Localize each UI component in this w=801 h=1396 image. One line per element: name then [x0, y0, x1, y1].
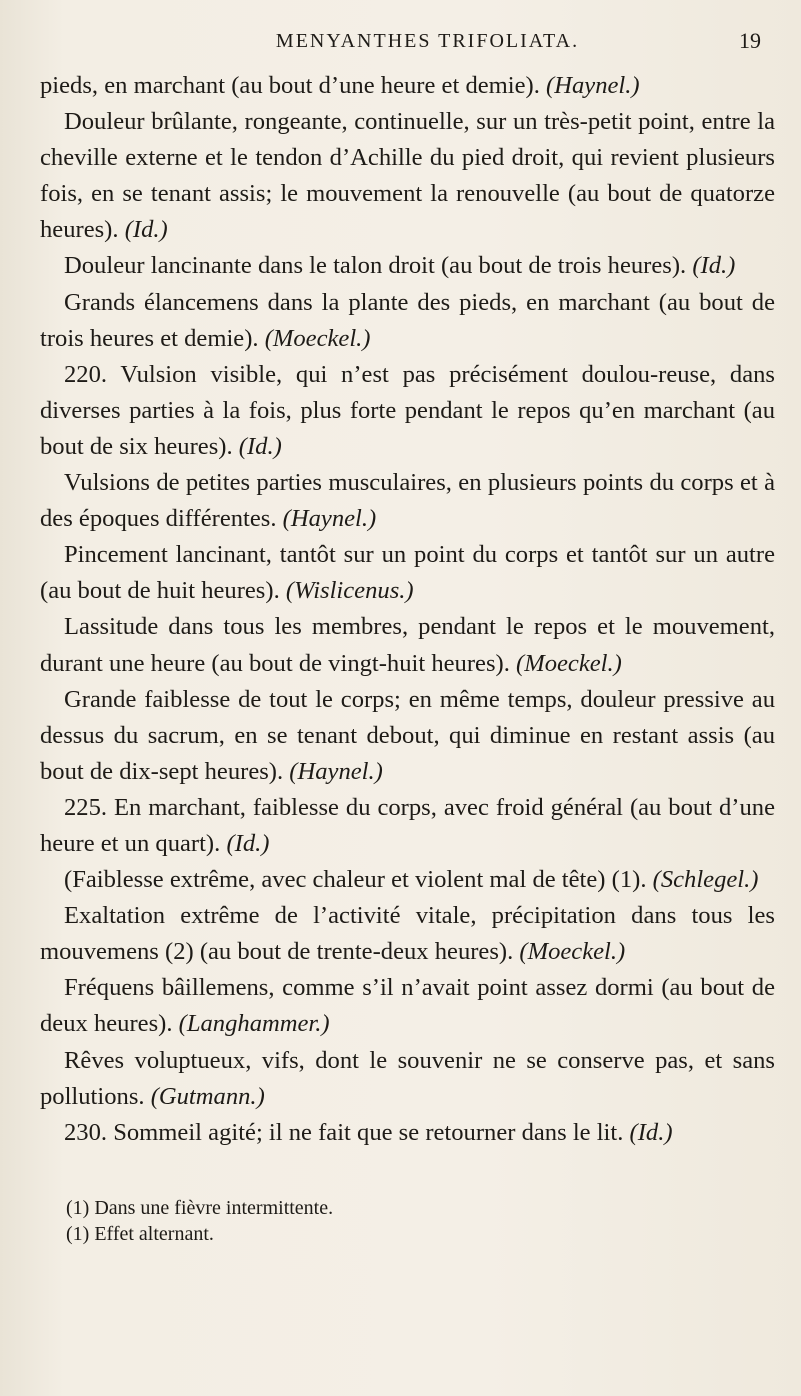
author-reference: (Id.)	[692, 252, 736, 280]
paragraph: Pincement lancinant, tantôt sur un point du corps et tantôt sur un autre (au bout de huit heures). (Wislicenus.)	[40, 541, 775, 605]
paragraph: Exaltation extrême de l’activité vitale, précipitation dans tous les mouvemens (2) (au bout de trente-deux heures). (Moeckel.)	[40, 902, 775, 966]
paragraph: Lassitude dans tous les membres, pendant le repos et le mouvement, durant une heure (au bout de vingt-huit heures). (Moeckel.)	[40, 613, 775, 677]
paragraph: Fréquens bâillemens, comme s’il n’avait point assez dormi (au bout de deux heures). (Langhammer.)	[40, 974, 775, 1038]
paragraph: Douleur brûlante, rongeante, continuelle, sur un très-petit point, entre la cheville externe et le tendon d’Achille du pied droit, qui revient plusieurs fois, en se tenant assis; le mouvement la renouvelle (au bout de quatorze heures). (Id.)	[40, 108, 775, 244]
author-reference: (Schlegel.)	[652, 866, 759, 894]
paragraph: Rêves voluptueux, vifs, dont le souvenir ne se conserve pas, et sans pollutions. (Gutmann.)	[40, 1046, 775, 1110]
paragraph: 230. Sommeil agité; il ne fait que se retourner dans le lit. (Id.)	[64, 1118, 673, 1146]
footnote: (1) Effet alternant.	[66, 1222, 214, 1245]
paragraph: 220. Vulsion visible, qui n’est pas précisément doulou-reuse, dans diverses parties à la fois, plus forte pendant le repos qu’en marchant (au bout de six heures). (Id.)	[40, 360, 775, 460]
author-reference: (Moeckel.)	[264, 324, 371, 352]
running-head	[40, 30, 775, 68]
author-reference: (Id.)	[629, 1118, 673, 1146]
author-reference: (Haynel.)	[546, 72, 640, 99]
author-reference: (Haynel.)	[282, 505, 377, 533]
author-reference: (Id.)	[238, 432, 282, 460]
author-reference: (Moeckel.)	[519, 938, 626, 966]
footnotes	[40, 1195, 775, 1247]
paragraph: Grands élancemens dans la plante des pieds, en marchant (au bout de trois heures et demie). (Moeckel.)	[40, 288, 775, 352]
author-reference: (Langhammer.)	[178, 1010, 330, 1038]
running-title: MENYANTHES TRIFOLIATA.	[275, 30, 580, 52]
paragraph: (Faiblesse extrême, avec chaleur et violent mal de tête) (1). (Schlegel.)	[64, 866, 759, 894]
paragraph: 225. En marchant, faiblesse du corps, avec froid général (au bout d’une heure et un quart). (Id.)	[40, 793, 775, 857]
body-text	[40, 68, 775, 1151]
page-number: 19	[739, 28, 761, 53]
author-reference: (Gutmann.)	[150, 1082, 265, 1110]
paragraph: Vulsions de petites parties musculaires, en plusieurs points du corps et à des époques différentes. (Haynel.)	[40, 469, 775, 533]
footnote: (1) Dans une fièvre intermittente.	[66, 1196, 334, 1219]
paragraph: Grande faiblesse de tout le corps; en même temps, douleur pressive au dessus du sacrum, en se tenant debout, qui diminue en restant assis (au bout de dix-sept heures). (Haynel.)	[40, 685, 775, 785]
author-reference: (Wislicenus.)	[285, 577, 414, 605]
paragraph: pieds, en marchant (au bout d’une heure et demie). (Haynel.)	[40, 72, 640, 99]
author-reference: (Id.)	[124, 216, 168, 244]
paragraph: Douleur lancinante dans le talon droit (au bout de trois heures). (Id.)	[64, 252, 736, 280]
author-reference: (Haynel.)	[289, 757, 383, 785]
author-reference: (Moeckel.)	[516, 649, 622, 677]
author-reference: (Id.)	[226, 829, 270, 857]
